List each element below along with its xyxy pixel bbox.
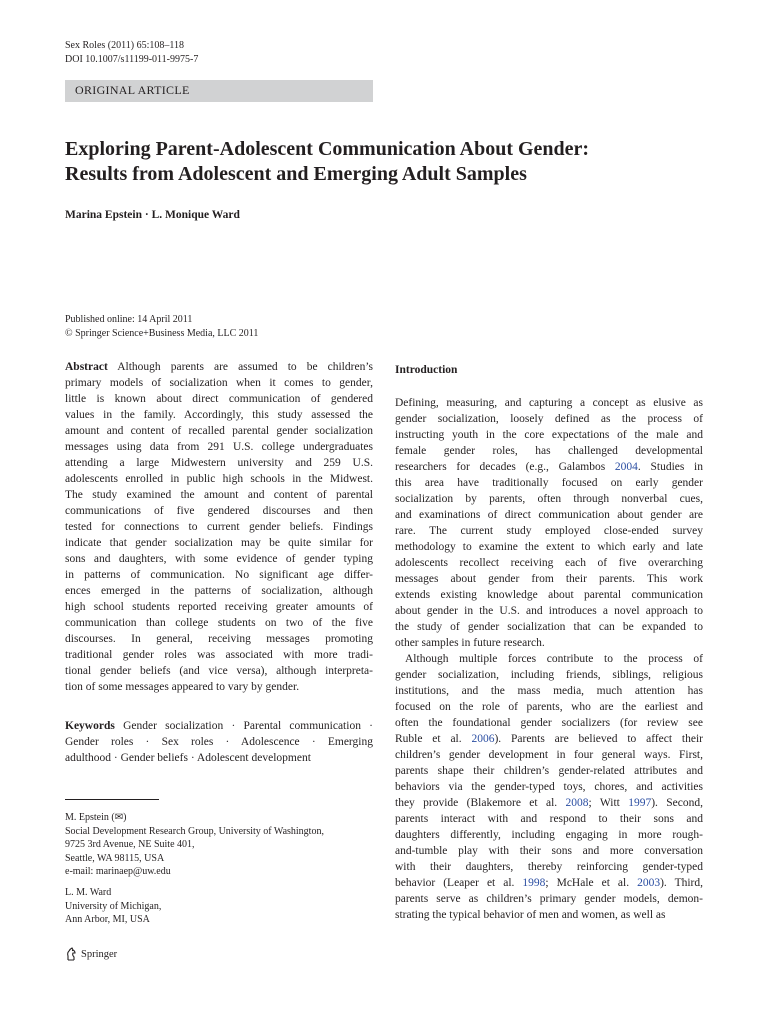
abstract-line bbox=[65, 423, 373, 439]
introduction-text: gender socialization, loosely defined as the process of bbox=[395, 413, 703, 425]
introduction-line bbox=[395, 891, 703, 907]
title-line: Exploring Parent-Adolescent Communication About Gender: bbox=[65, 138, 590, 160]
abstract-label: Abstract bbox=[65, 361, 108, 373]
address-line: Ann Arbor, MI, USA bbox=[65, 914, 150, 925]
introduction-line bbox=[395, 763, 703, 779]
correspondence-author-2 bbox=[65, 886, 161, 927]
address-line: University of Michigan, bbox=[65, 900, 162, 912]
introduction-text: ). Parents are believed to affect their bbox=[494, 733, 703, 745]
keywords-line bbox=[65, 718, 373, 734]
abstract-text: Although parents are assumed to be children’s bbox=[117, 361, 373, 373]
introduction-line bbox=[395, 507, 703, 523]
introduction-text: socialization by parents, often through nonverbal cues, bbox=[395, 493, 703, 505]
introduction-text: parents interact with and respond to their sons and bbox=[395, 813, 703, 825]
address-line: M. Epstein (✉) bbox=[65, 812, 127, 823]
introduction-text: parents shape their children’s gender-related attributes and bbox=[395, 765, 703, 777]
introduction-line bbox=[395, 907, 703, 923]
introduction-text: adolescents recollect receiving each of five overarching bbox=[395, 557, 703, 569]
introduction-line bbox=[395, 715, 703, 731]
abstract-line bbox=[65, 439, 373, 455]
abstract-text: adolescents enrolled in public high schools in the Midwest. bbox=[65, 473, 373, 485]
abstract-line bbox=[65, 455, 373, 471]
introduction-line bbox=[395, 699, 703, 715]
introduction-text: daughters differently, including engaging in more rough- bbox=[395, 829, 703, 841]
keywords bbox=[65, 718, 373, 766]
introduction-line bbox=[395, 395, 703, 411]
article-title bbox=[65, 137, 715, 187]
section-heading-introduction: Introduction bbox=[395, 364, 458, 376]
abstract-line bbox=[65, 391, 373, 407]
abstract-line bbox=[65, 503, 373, 519]
address-line: e-mail: marinaep@uw.edu bbox=[65, 866, 171, 877]
introduction-text: and-tumble play with their sons and more conversation bbox=[395, 845, 703, 857]
footnote-separator bbox=[65, 799, 159, 800]
introduction-text: ). Third, bbox=[660, 877, 703, 889]
abstract-line bbox=[65, 551, 373, 567]
keywords-text: Gender socialization · Parental communication · bbox=[123, 720, 373, 732]
introduction-line bbox=[395, 731, 703, 747]
authors: Marina Epstein · L. Monique Ward bbox=[65, 209, 240, 221]
introduction-text: ; McHale et al. bbox=[545, 877, 638, 889]
introduction-line bbox=[395, 587, 703, 603]
introduction-text: methodology to examine the extent to which early and late bbox=[395, 541, 703, 553]
address-line: Social Development Research Group, University of Washington, bbox=[65, 825, 324, 837]
abstract-text: The study examined the amount and content of parental bbox=[65, 489, 373, 501]
correspondence-author-1 bbox=[65, 811, 324, 879]
address-line: 9725 3rd Avenue, NE Suite 401, bbox=[65, 839, 195, 850]
abstract-text: tested for connections to current gender beliefs. Findings bbox=[65, 521, 373, 533]
abstract bbox=[65, 359, 373, 695]
introduction-line bbox=[395, 491, 703, 507]
citation-link: 1998 bbox=[522, 877, 546, 889]
abstract-line bbox=[65, 375, 373, 391]
introduction-text: female gender roles, has challenged developmental bbox=[395, 445, 703, 457]
citation-link: 2006 bbox=[471, 733, 495, 745]
abstract-text: ences emerged in the patterns of socialization, although bbox=[65, 585, 373, 597]
address-line: Seattle, WA 98115, USA bbox=[65, 852, 165, 864]
keywords-label: Keywords bbox=[65, 720, 115, 732]
introduction-text: parents serve as children’s primary gender models, demon- bbox=[395, 893, 703, 905]
copyright: © Springer Science+Business Media, LLC 2011 bbox=[65, 328, 259, 339]
introduction-text: ). Second, bbox=[651, 797, 704, 809]
abstract-line bbox=[65, 599, 373, 615]
publisher-logo bbox=[65, 947, 117, 961]
introduction-text: extends existing knowledge about parental communication bbox=[395, 589, 703, 601]
abstract-text: amount and content of recalled parental gender socialization bbox=[65, 425, 373, 437]
introduction-text: strating the typical behavior of men and women, as well as bbox=[395, 909, 666, 921]
introduction-line bbox=[395, 475, 703, 491]
introduction-text: they provide (Blakemore et al. bbox=[395, 797, 566, 809]
keywords-text: adulthood · Gender beliefs · Adolescent development bbox=[65, 752, 311, 764]
introduction-text: other samples in future research. bbox=[395, 637, 545, 649]
introduction-text: children’s gender development in four general ways. First, bbox=[395, 749, 703, 761]
introduction-line bbox=[395, 875, 703, 891]
abstract-text: high school students reported receiving greater amounts of bbox=[65, 601, 373, 613]
abstract-text: primary models of socialization when it comes to gender, bbox=[65, 377, 373, 389]
introduction-line bbox=[395, 779, 703, 795]
introduction-line bbox=[395, 859, 703, 875]
abstract-line bbox=[65, 519, 373, 535]
introduction-text: with their daughters, thereby reinforcing gender-typed bbox=[395, 861, 703, 873]
introduction-line bbox=[395, 427, 703, 443]
abstract-line bbox=[65, 535, 373, 551]
introduction-text: gender socialization, including friends, siblings, religious bbox=[395, 669, 703, 681]
abstract-text: traditional gender roles was associated with more tradi- bbox=[65, 649, 373, 661]
abstract-text: communications of five gendered discourses and then bbox=[65, 505, 373, 517]
abstract-line bbox=[65, 487, 373, 503]
abstract-line bbox=[65, 359, 373, 375]
article-type-badge bbox=[65, 80, 373, 102]
abstract-line bbox=[65, 407, 373, 423]
abstract-line bbox=[65, 631, 373, 647]
abstract-text: communication than college students on two of the five bbox=[65, 617, 373, 629]
abstract-line bbox=[65, 663, 373, 679]
introduction-line bbox=[395, 795, 703, 811]
introduction-line bbox=[395, 683, 703, 699]
introduction-line bbox=[395, 635, 703, 651]
introduction-text: behaviors via the gender-typed toys, chores, and activities bbox=[395, 781, 703, 793]
keywords-line bbox=[65, 750, 373, 766]
abstract-line bbox=[65, 679, 373, 695]
introduction-text: behavior (Leaper et al. bbox=[395, 877, 523, 889]
citation-link: 2003 bbox=[637, 877, 661, 889]
introduction-line bbox=[395, 539, 703, 555]
introduction-line bbox=[395, 555, 703, 571]
abstract-text: tional gender beliefs (and vice versa), although interpreta- bbox=[65, 665, 373, 677]
introduction-body bbox=[395, 395, 703, 923]
address-line: L. M. Ward bbox=[65, 887, 112, 898]
introduction-line bbox=[395, 827, 703, 843]
introduction-text: institutions, and the mass media, much attention has bbox=[395, 685, 703, 697]
abstract-line bbox=[65, 583, 373, 599]
article-type-label: ORIGINAL ARTICLE bbox=[75, 83, 190, 97]
doi: DOI 10.1007/s11199-011-9975-7 bbox=[65, 54, 199, 65]
keywords-text: Gender roles · Sex roles · Adolescence · Emerging bbox=[65, 736, 373, 748]
abstract-text: messages using data from 291 U.S. college undergraduates bbox=[65, 441, 373, 453]
introduction-text: focused on the role of parents, who are the earliest and bbox=[395, 701, 703, 713]
abstract-text: indicate that gender socialization may be quite similar for bbox=[65, 537, 373, 549]
abstract-text: discourses. In general, receiving messages promoting bbox=[65, 633, 373, 645]
abstract-text: tion of some messages appeared to vary by gender. bbox=[65, 681, 300, 693]
introduction-text: about gender in the U.S. and introduces a novel approach to bbox=[395, 605, 703, 617]
introduction-text: . Studies in bbox=[637, 461, 703, 473]
citation-link: 1997 bbox=[628, 797, 652, 809]
introduction-text: and examinations of direct communication about gender are bbox=[395, 509, 703, 521]
abstract-text: attending a large Midwestern university and 259 U.S. bbox=[65, 457, 373, 469]
introduction-text: the study of gender socialization that can be expanded to bbox=[395, 621, 703, 633]
published-date: Published online: 14 April 2011 bbox=[65, 314, 193, 325]
abstract-line bbox=[65, 471, 373, 487]
abstract-text: little is known about direct communication of gendered bbox=[65, 393, 373, 405]
introduction-line bbox=[395, 667, 703, 683]
title-line: Results from Adolescent and Emerging Adult Samples bbox=[65, 163, 527, 185]
introduction-line bbox=[395, 571, 703, 587]
introduction-line bbox=[395, 411, 703, 427]
introduction-line bbox=[395, 443, 703, 459]
abstract-text: values in the family. Accordingly, this study assessed the bbox=[65, 409, 373, 421]
introduction-line bbox=[395, 811, 703, 827]
introduction-text: Ruble et al. bbox=[395, 733, 472, 745]
introduction-text: ; Witt bbox=[588, 797, 629, 809]
abstract-line bbox=[65, 615, 373, 631]
journal-citation: Sex Roles (2011) 65:108–118 bbox=[65, 40, 184, 51]
introduction-line bbox=[395, 619, 703, 635]
abstract-text: sons and daughters, with some evidence of gender typing bbox=[65, 553, 373, 565]
abstract-line bbox=[65, 567, 373, 583]
introduction-text: Defining, measuring, and capturing a concept as elusive as bbox=[395, 397, 703, 409]
publisher-name: Springer bbox=[81, 948, 118, 960]
introduction-line bbox=[395, 843, 703, 859]
introduction-line bbox=[395, 459, 703, 475]
citation-link: 2004 bbox=[614, 461, 638, 473]
introduction-text: often the foundational gender socializers (for review see bbox=[395, 717, 703, 729]
citation-link: 2008 bbox=[565, 797, 589, 809]
introduction-text: this area have traditionally focused on early gender bbox=[395, 477, 703, 489]
introduction-line bbox=[395, 523, 703, 539]
abstract-line bbox=[65, 647, 373, 663]
introduction-text: Although multiple forces contribute to the process of bbox=[405, 653, 703, 665]
abstract-text: in patterns of communication. No significant age differ- bbox=[65, 569, 373, 581]
keywords-line bbox=[65, 734, 373, 750]
introduction-line bbox=[395, 747, 703, 763]
springer-horse-icon bbox=[65, 947, 78, 961]
introduction-text: messages about gender from their parents. This work bbox=[395, 573, 703, 585]
introduction-line bbox=[395, 651, 703, 667]
introduction-text: instructing youth in the core expectations of the male and bbox=[395, 429, 703, 441]
introduction-text: researchers for decades (e.g., Galambos bbox=[395, 461, 615, 473]
introduction-line bbox=[395, 603, 703, 619]
introduction-text: rare. The current study employed close-ended survey bbox=[395, 525, 703, 537]
